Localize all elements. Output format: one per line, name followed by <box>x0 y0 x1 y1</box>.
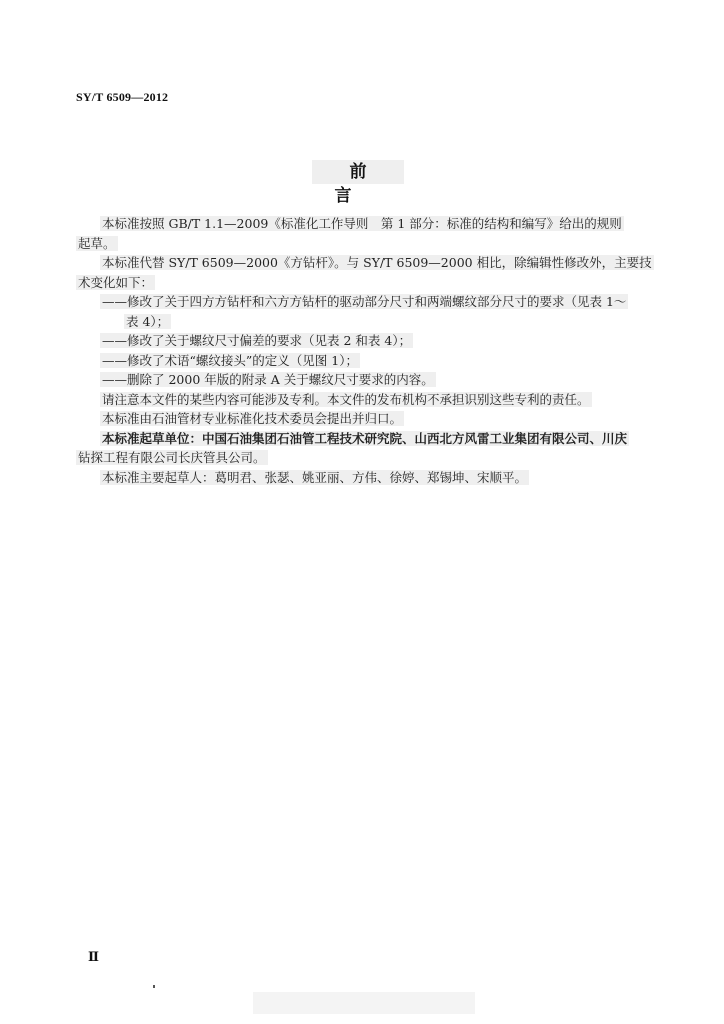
page-number: Ⅱ <box>88 949 99 964</box>
paragraph-line: 术变化如下： <box>78 274 154 290</box>
drafting-units-continuation: 钻探工程有限公司长庆管具公司。 <box>78 450 266 465</box>
scan-artifact <box>253 992 475 1014</box>
page-title: 前 言 <box>312 160 404 184</box>
list-item: ——修改了术语“螺纹接头”的定义（见图 1）； <box>102 352 358 368</box>
list-item: ——修改了关于螺纹尺寸偏差的要求（见表 2 和表 4）； <box>102 333 412 348</box>
scan-speck <box>153 985 155 988</box>
list-item: ——删除了 2000 年版的附录 A 关于螺纹尺寸要求的内容。 <box>102 372 434 387</box>
list-item: ——修改了关于四方方钻杆和六方方钻杆的驱动部分尺寸和两端螺纹部分尺寸的要求（见表 1～ <box>102 294 627 309</box>
paragraph-line: 本标准按照 GB/T 1.1—2009《标准化工作导则 第 1 部分：标准的结构和编写》给出的规则 <box>102 216 622 231</box>
proposed-by: 本标准由石油管材专业标准化技术委员会提出并归口。 <box>102 411 403 426</box>
drafting-units: 本标准起草单位：中国石油集团石油管工程技术研究院、山西北方风雷工业集团有限公司、川庆 <box>102 430 628 446</box>
list-item-continuation: 表 4）； <box>126 313 170 329</box>
foreword-body <box>76 214 656 487</box>
paragraph-line: 本标准代替 SY/T 6509—2000《方钻杆》。与 SY/T 6509—2000 相比，除编辑性修改外，主要技 <box>102 255 652 270</box>
standard-code: SY/T 6509—2012 <box>76 90 169 104</box>
patent-notice: 请注意本文件的某些内容可能涉及专利。本文件的发布机构不承担识别这些专利的责任。 <box>102 391 590 407</box>
paragraph-line: 起草。 <box>78 235 116 251</box>
drafters: 本标准主要起草人：葛明君、张瑟、姚亚丽、方伟、徐婷、郑锡坤、宋顺平。 <box>102 469 528 485</box>
